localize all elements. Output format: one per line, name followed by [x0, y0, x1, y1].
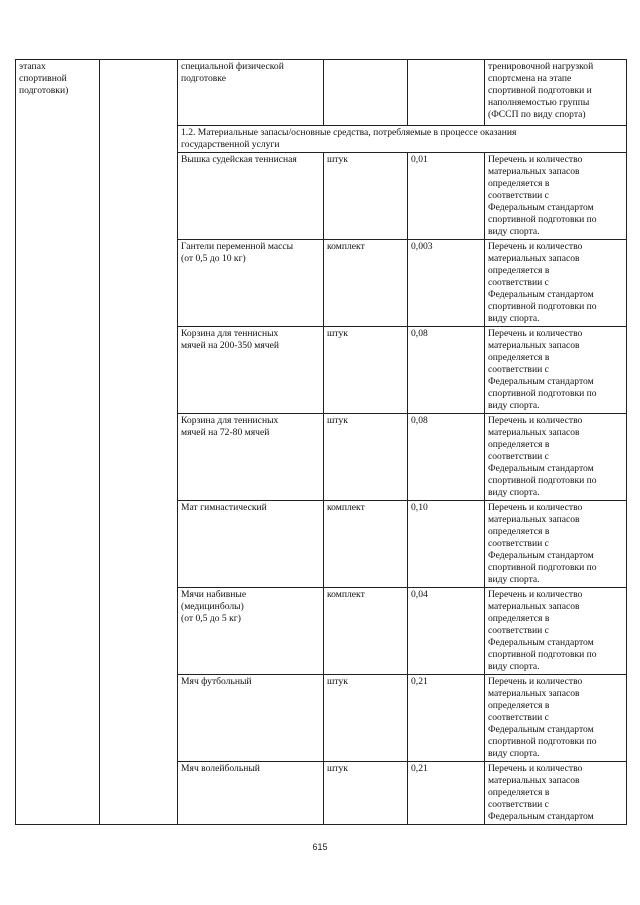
unit-cell: комплект	[324, 588, 408, 675]
note-cell: Перечень и количество материальных запасов определяется в соответствии с Федеральным стандартом спортивной подготовки по виду спорта.	[485, 588, 627, 675]
quantity-cell: 0,10	[408, 501, 485, 588]
quantity-cell: 0,21	[408, 762, 485, 825]
resource-table	[15, 59, 627, 825]
note-cell: тренировочной нагрузкой спортсмена на этапе спортивной подготовки и наполняемостью группы (ФССП по виду спорта)	[485, 60, 627, 126]
unit-cell: штук	[324, 762, 408, 825]
item-name-cell: специальной физической подготовке	[178, 60, 324, 126]
item-name-cell: Корзина для теннисных мячей на 72-80 мячей	[178, 414, 324, 501]
unit-cell: комплект	[324, 240, 408, 327]
item-name-cell: Гантели переменной массы (от 0,5 до 10 кг)	[178, 240, 324, 327]
item-name-cell: Мяч футбольный	[178, 675, 324, 762]
note-cell: Перечень и количество материальных запасов определяется в соответствии с Федеральным стандартом спортивной подготовки по виду спорта.	[485, 501, 627, 588]
quantity-cell	[408, 60, 485, 126]
item-name-cell: Корзина для теннисных мячей на 200-350 мячей	[178, 327, 324, 414]
quantity-cell: 0,08	[408, 327, 485, 414]
page-number: 615	[312, 842, 328, 852]
resource-table-body	[16, 60, 627, 825]
section-heading: 1.2. Материальные запасы/основные средства, потребляемые в процессе оказания государственной услуги	[178, 126, 627, 153]
note-cell: Перечень и количество материальных запасов определяется в соответствии с Федеральным стандартом спортивной подготовки по виду спорта.	[485, 153, 627, 240]
note-cell: Перечень и количество материальных запасов определяется в соответствии с Федеральным стандартом спортивной подготовки по виду спорта.	[485, 327, 627, 414]
note-cell: Перечень и количество материальных запасов определяется в соответствии с Федеральным стандартом спортивной подготовки по виду спорта.	[485, 414, 627, 501]
note-cell: Перечень и количество материальных запасов определяется в соответствии с Федеральным стандартом спортивной подготовки по виду спорта.	[485, 240, 627, 327]
unit-cell: штук	[324, 153, 408, 240]
item-name-cell: Мат гимнастический	[178, 501, 324, 588]
item-name-cell: Вышка судейская теннисная	[178, 153, 324, 240]
stage-cell: этапах спортивной подготовки)	[16, 60, 100, 825]
note-cell: Перечень и количество материальных запасов определяется в соответствии с Федеральным стандартом	[485, 762, 627, 825]
quantity-cell: 0,01	[408, 153, 485, 240]
item-name-cell: Мячи набивные (медицинболы) (от 0,5 до 5 кг)	[178, 588, 324, 675]
quantity-cell: 0,003	[408, 240, 485, 327]
item-name-cell: Мяч волейбольный	[178, 762, 324, 825]
unit-cell	[324, 60, 408, 126]
unit-cell: комплект	[324, 501, 408, 588]
unit-cell: штук	[324, 414, 408, 501]
note-cell: Перечень и количество материальных запасов определяется в соответствии с Федеральным стандартом спортивной подготовки по виду спорта.	[485, 675, 627, 762]
table-row	[16, 60, 627, 126]
quantity-cell: 0,21	[408, 675, 485, 762]
unit-cell: штук	[324, 327, 408, 414]
empty-cell	[100, 60, 178, 825]
unit-cell: штук	[324, 675, 408, 762]
quantity-cell: 0,04	[408, 588, 485, 675]
quantity-cell: 0,08	[408, 414, 485, 501]
